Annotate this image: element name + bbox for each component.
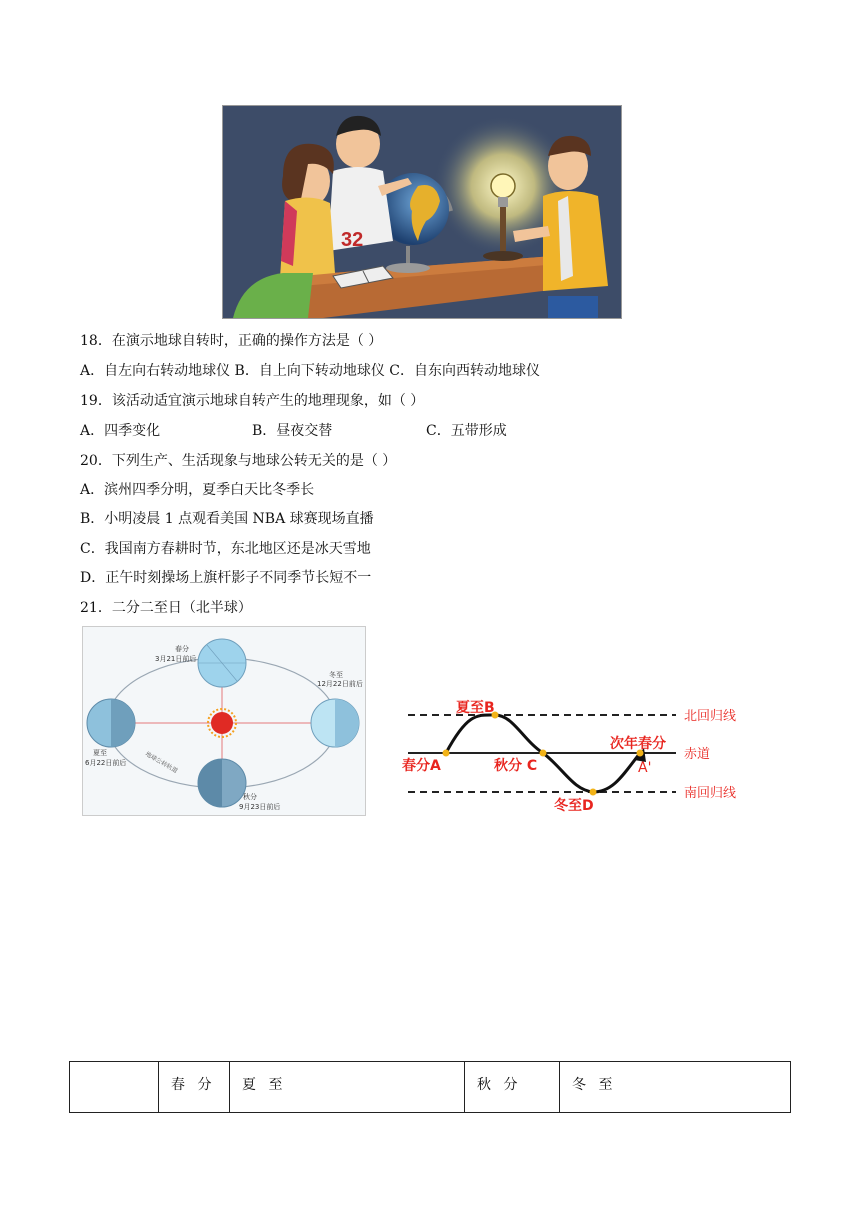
solstice-equinox-table (69, 1061, 791, 1113)
question-20-option-c: C．我国南方春耕时节，东北地区还是冰天雪地 (80, 541, 371, 557)
next-spring-label: 次年春分 (610, 736, 666, 752)
autumn-date: 9月23日前后 (239, 803, 281, 811)
winter-solstice-label: 冬至D (554, 798, 594, 814)
question-20: 20．下列生产、生活现象与地球公转无关的是（ ） (80, 453, 397, 469)
summer-date: 6月22日前后 (85, 759, 127, 767)
table-row (70, 1062, 791, 1113)
spring-date: 3月21日前后 (155, 655, 197, 663)
table-cell: 秋 分 (465, 1062, 560, 1113)
question-19-option-a: A．四季变化 (80, 423, 161, 439)
point-d (590, 789, 597, 796)
orbit-label: 地球公转轨道 (144, 750, 179, 775)
autumn-label: 秋分 (243, 793, 257, 801)
question-20-option-b: B．小明凌晨 1 点观看美国 NBA 球赛现场直播 (80, 511, 374, 527)
sun-direct-point-diagram (398, 690, 758, 814)
globe-lamp-illustration (222, 105, 622, 319)
question-20-option-d: D．正午时刻操场上旗杆影子不同季节长短不一 (80, 570, 372, 586)
tropic-of-cancer-label: 北回归线 (684, 709, 737, 724)
autumn-equinox-label: 秋分 C (494, 758, 538, 774)
question-19: 19．该活动适宜演示地球自转产生的地理现象，如（ ） (80, 393, 425, 409)
question-18-options: A．自左向右转动地球仪 B．自上向下转动地球仪 C．自东向西转动地球仪 (80, 363, 541, 379)
shirt-number: 32 (341, 229, 364, 251)
next-spring-point-label: A' (638, 760, 652, 776)
sun-icon (211, 712, 233, 734)
winter-label: 冬至 (329, 671, 343, 679)
summer-solstice-label: 夏至B (456, 700, 495, 716)
question-20-option-a: A．滨州四季分明，夏季白天比冬季长 (80, 482, 315, 498)
table-cell: 夏 至 (230, 1062, 465, 1113)
point-c (540, 750, 547, 757)
winter-earth (311, 699, 359, 747)
question-21: 21．二分二至日（北半球） (80, 600, 252, 616)
earth-orbit-diagram (82, 626, 366, 816)
autumn-earth (198, 759, 246, 807)
question-18: 18．在演示地球自转时，正确的操作方法是（ ） (80, 333, 383, 349)
table-cell: 冬 至 (560, 1062, 791, 1113)
spring-label: 春分 (175, 645, 189, 653)
summer-earth (87, 699, 135, 747)
table-cell: 春 分 (159, 1062, 230, 1113)
point-a (443, 750, 450, 757)
table-cell (70, 1062, 159, 1113)
question-19-option-b: B．昼夜交替 (252, 423, 333, 439)
spring-equinox-label: 春分A (402, 758, 441, 774)
tropic-of-capricorn-label: 南回归线 (684, 786, 737, 801)
summer-label: 夏至 (93, 749, 107, 757)
spring-earth (198, 639, 246, 687)
equator-label: 赤道 (684, 747, 711, 762)
winter-date: 12月22日前后 (317, 680, 363, 688)
question-19-option-c: C．五带形成 (426, 423, 507, 439)
